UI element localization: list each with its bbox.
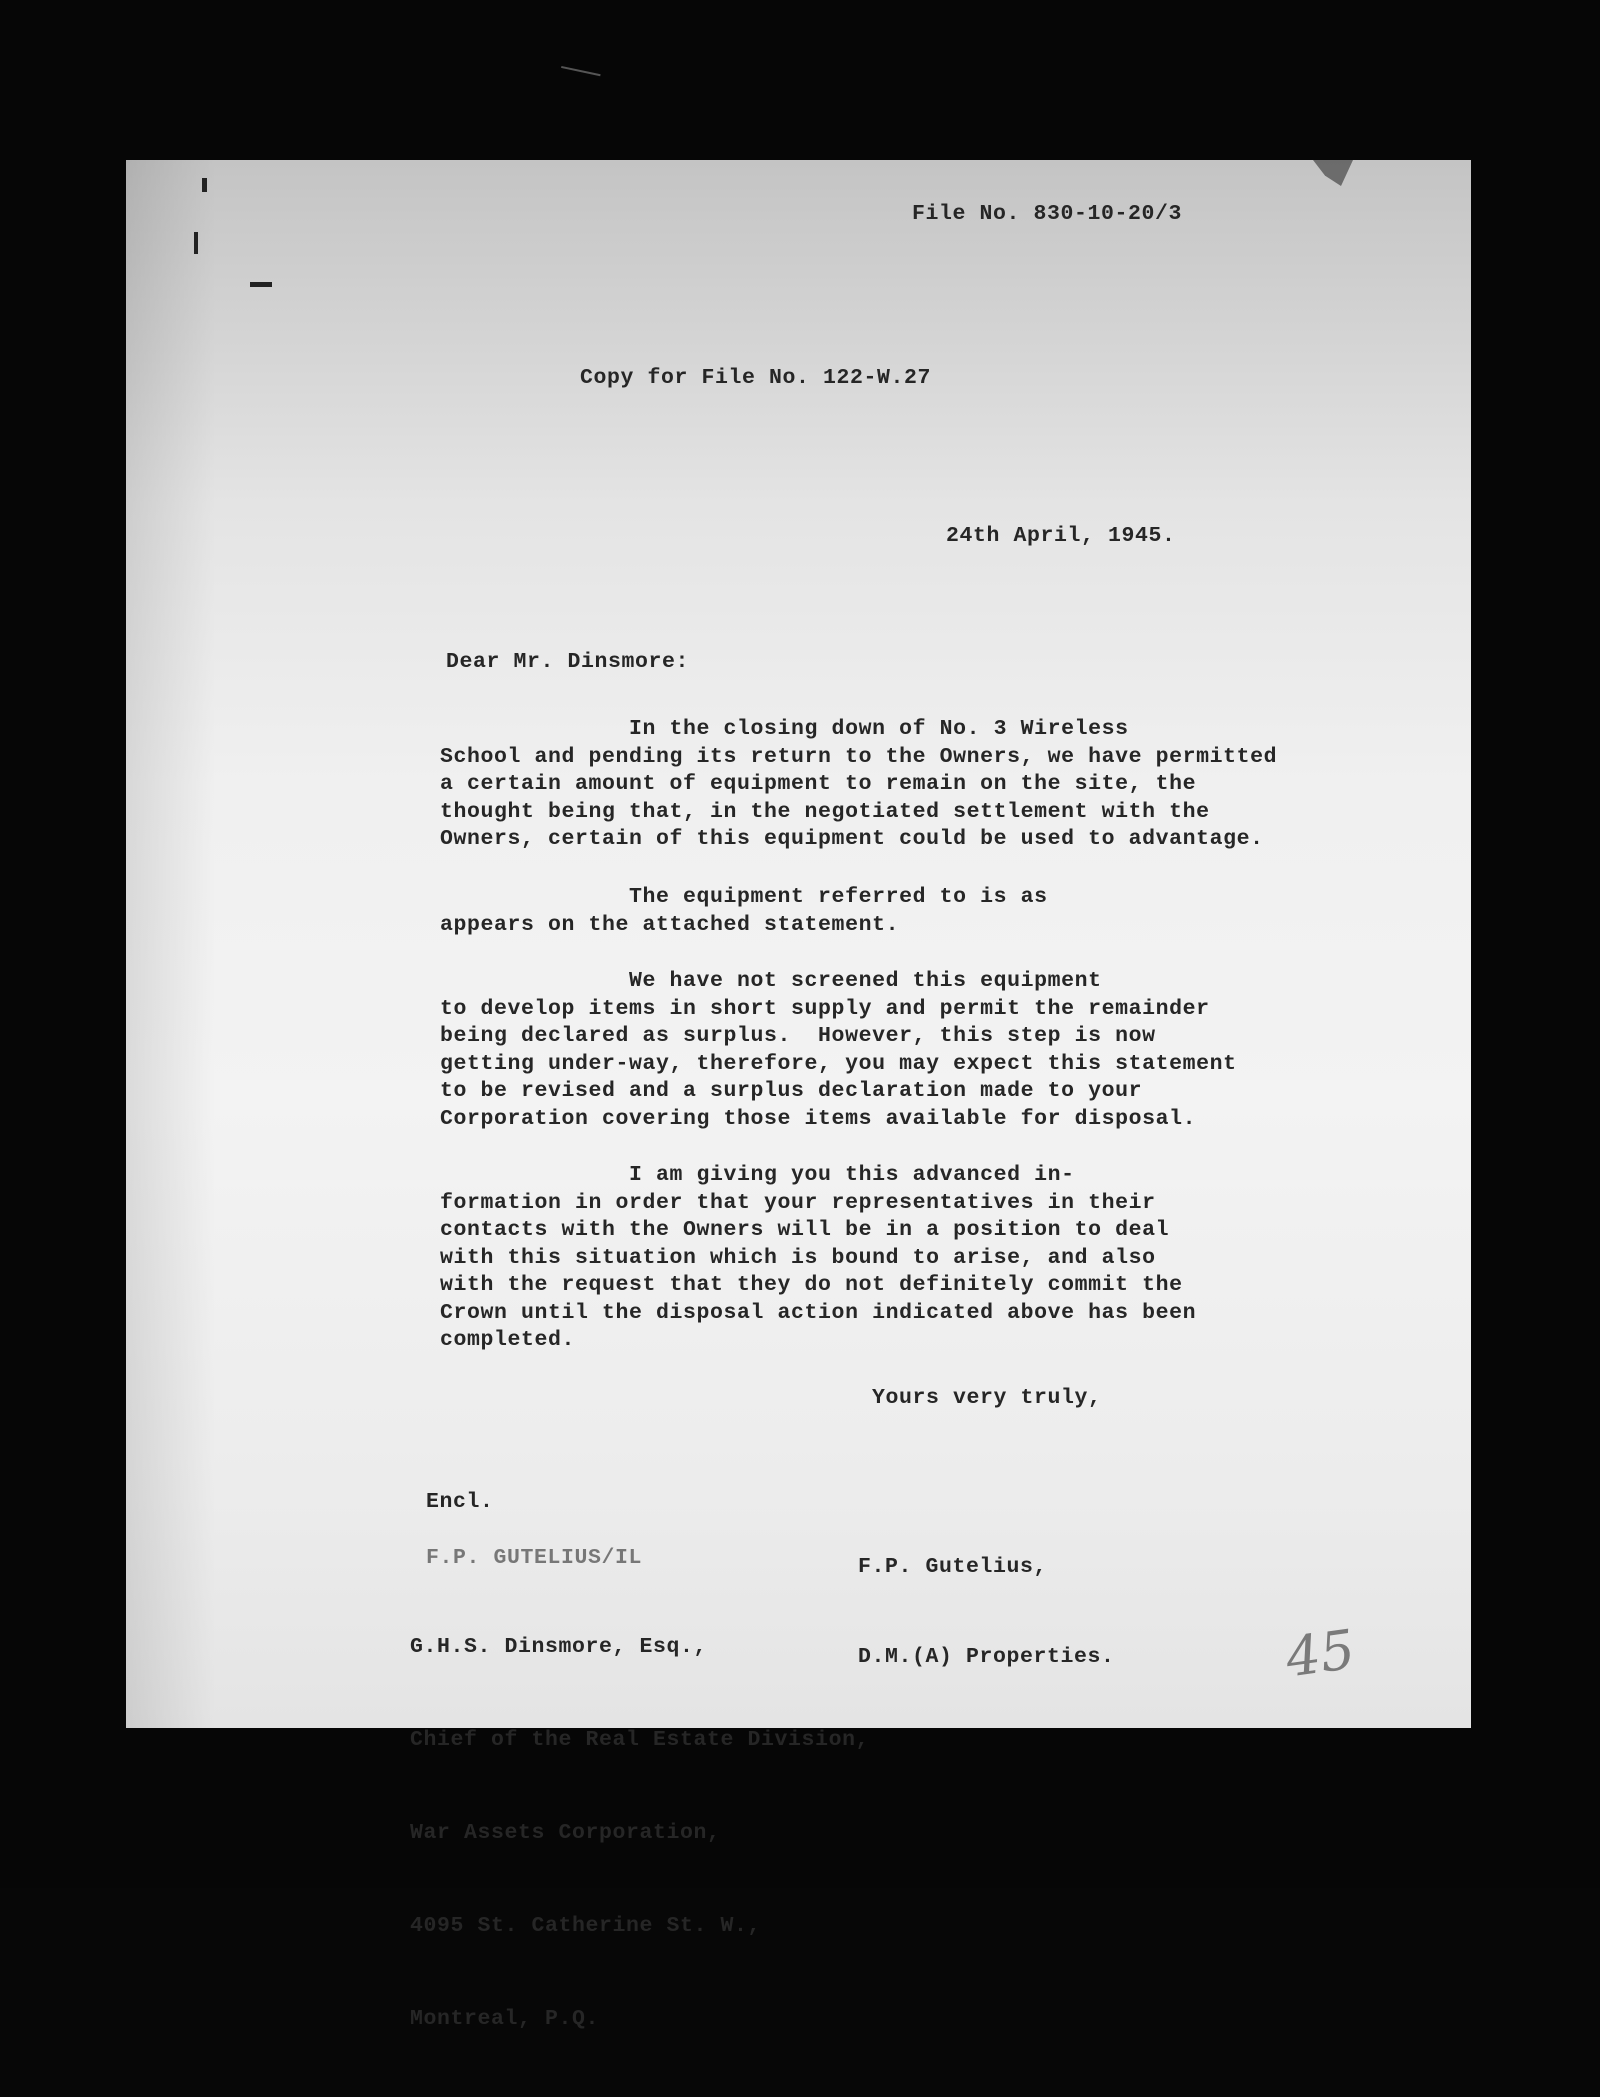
- body-paragraph: The equipment referred to is as appears on the attached statement.: [440, 885, 1048, 937]
- address-line: G.H.S. Dinsmore, Esq.,: [410, 1635, 708, 1659]
- signature-block: [858, 1492, 1115, 1732]
- punch-mark: [202, 178, 207, 192]
- address-line: Chief of the Real Estate Division,: [410, 1728, 870, 1752]
- body-paragraph: In the closing down of No. 3 Wireless School and pending its return to the Owners, we have permitted a certain amount of equipment to remain on the site, the thought being that, in the negotiated settlement with the Owners, certain of this equipment could be used to advantage.: [440, 717, 1278, 851]
- copy-for-file-number: Copy for File No. 122-W.27: [580, 366, 932, 390]
- enclosure-note: Encl.: [426, 1490, 494, 1514]
- scan-mark: [559, 66, 600, 84]
- salutation: Dear Mr. Dinsmore:: [446, 650, 690, 674]
- file-number: File No. 830-10-20/3: [912, 202, 1183, 226]
- address-line: War Assets Corporation,: [410, 1821, 721, 1845]
- punch-mark: [250, 282, 272, 287]
- reference-initials: F.P. GUTELIUS/IL: [426, 1546, 643, 1570]
- body-paragraph: We have not screened this equipment to develop items in short supply and permit the remainder being declared as surplus. However, this step is now getting under-way, therefore, you may expect this statement to be revised and a surplus declaration made to your Corporation covering those items available for disposal.: [440, 969, 1237, 1131]
- page-tear: [1313, 160, 1353, 186]
- recipient-address: [410, 1570, 869, 2097]
- address-line: 4095 St. Catherine St. W.,: [410, 1914, 762, 1938]
- letter-page: [126, 160, 1471, 2031]
- closing: Yours very truly,: [872, 1386, 1102, 1410]
- signer-title: D.M.(A) Properties.: [858, 1645, 1115, 1669]
- punch-mark: [194, 232, 198, 254]
- page-shadow: [126, 160, 216, 1728]
- letter-date: 24th April, 1945.: [946, 524, 1176, 548]
- handwritten-page-number: 45: [1281, 1617, 1359, 1690]
- signer-name: F.P. Gutelius,: [858, 1555, 1048, 1579]
- address-line: Montreal, P.Q.: [410, 2007, 600, 2031]
- body-paragraph: I am giving you this advanced in- formation in order that your representatives in their contacts with the Owners will be in a position to deal with this situation which is bound to arise, and also with the request that they do not definitely commit the Crown until the disposal action indicated above has been completed.: [440, 1163, 1197, 1352]
